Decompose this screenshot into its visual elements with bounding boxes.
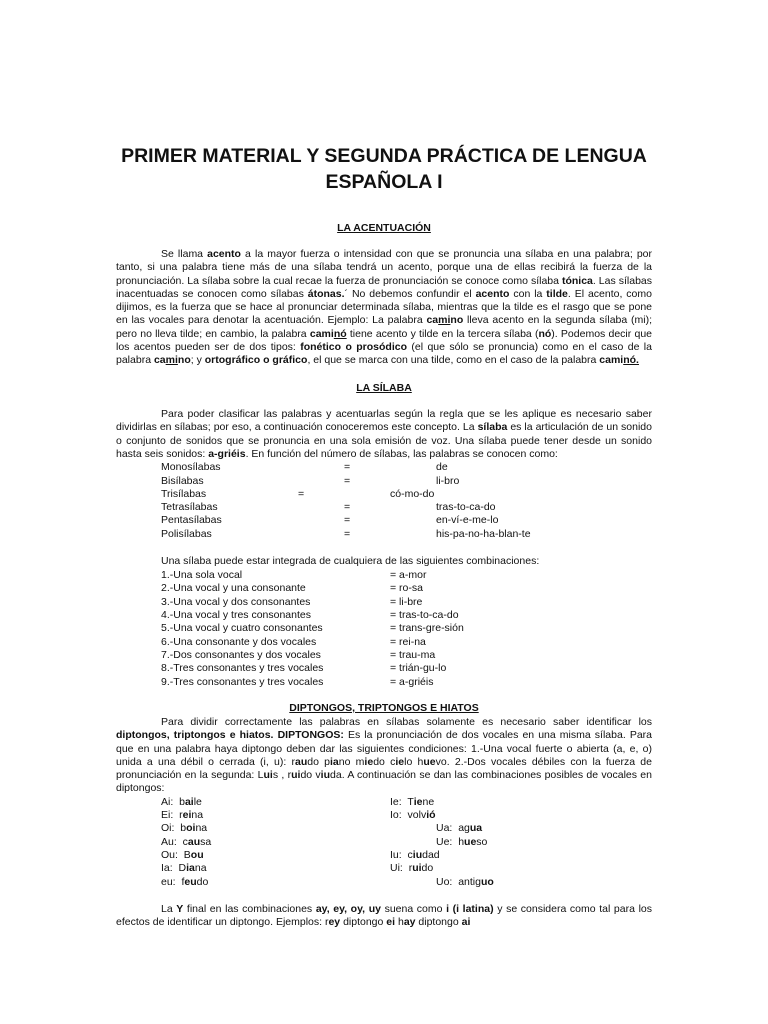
diphthong-example: Oi: boina xyxy=(161,822,208,834)
combination-example: = a-griéis xyxy=(390,676,434,688)
syllable-type-example: có-mo-do xyxy=(390,488,435,500)
paragraph-y-final: La Y final en las combinaciones ay, ey, oy, uy suena como i (i latina) y se considera como tal para los efectos de identificar un diptongo. Ejemplos: rey diptongo ei hay diptongo ai xyxy=(116,903,652,929)
paragraph-diptongos: Para dividir correctamente las palabras en sílabas solamente es necesario saber identificar los diptongos, triptongos e hiatos. DIPTONGOS: Es la pronunciación de dos vocales en una misma sílaba. Para que en una palabra haya diptongo deben dar las siguientes condiciones: 1.-Una vocal fuerte o abierta (a, e, o) unida a una débil o cerrada (i, u): raudo piano miedo cielo huevo. 2.-Dos vocales débiles con la fuerza de pronunciación en la segunda: Luis , ruido viuda. A continuación se dan las combinaciones posibles de vocales en diptongos: xyxy=(116,716,652,795)
diphthong-example: Ie: Tiene xyxy=(390,796,435,808)
combination-example: = a-mor xyxy=(390,569,427,581)
combination-example: = tras-to-ca-do xyxy=(390,609,459,621)
syllable-type-equals: = xyxy=(344,514,351,526)
diphthong-example: Ui: ruido xyxy=(390,862,434,874)
combination-label: 8.-Tres consonantes y tres vocales xyxy=(161,662,324,674)
diphthong-example: Ua: agua xyxy=(436,822,483,834)
combination-example: = li-bre xyxy=(390,596,423,608)
syllable-type-example: his-pa-no-ha-blan-te xyxy=(436,528,531,540)
combination-label: 3.-Una vocal y dos consonantes xyxy=(161,596,311,608)
syllable-type-example: li-bro xyxy=(436,475,460,487)
combination-label: 9.-Tres consonantes y tres vocales xyxy=(161,676,324,688)
section-heading-silaba: LA SÍLABA xyxy=(356,382,412,394)
syllable-type-example: en-ví-e-me-lo xyxy=(436,514,499,526)
combination-example: = trans-gre-sión xyxy=(390,622,464,634)
syllable-type-label: Monosílabas xyxy=(161,461,221,473)
document-title: PRIMER MATERIAL Y SEGUNDA PRÁCTICA DE LENGUA ESPAÑOLA I xyxy=(121,145,647,193)
section-heading-acentuacion: LA ACENTUACIÓN xyxy=(337,222,431,234)
syllable-type-label: Pentasílabas xyxy=(161,514,222,526)
combination-label: 1.-Una sola vocal xyxy=(161,569,243,581)
syllable-type-label: Trisílabas xyxy=(161,488,207,500)
paragraph-acentuacion: Se llama acento a la mayor fuerza o intensidad con que se pronuncia una sílaba en una palabra; por tanto, si una palabra tiene más de una sílaba tendrá un acento, porque una de ellas recibirá la fuerza de la pronunciación. La sílaba sobre la cual recae la fuerza de pronunciación se conoce como sílaba tónica. Las sílabas inacentuadas se conocen como sílabas átonas.´ No debemos confundir el acento con la tilde. El acento, como dijimos, es la fuerza que se hace al pronunciar determinada sílaba, mientras que la tilde es el rasgo que se pone en las vocales para denotar la acentuación. Ejemplo: La palabra camino lleva acento en la segunda sílaba (mi); pero no lleva tilde; en cambio, la palabra caminó tiene acento y tilde en la tercera sílaba (nó). Podemos decir que los acentos pueden ser de dos tipos: fonético o prosódico (el que sólo se pronuncia) como en el caso de la palabra camino; y ortográfico o gráfico, el que se marca con una tilde, como en el caso de la palabra caminó. xyxy=(116,248,653,367)
diphthong-example: Au: causa xyxy=(161,836,212,848)
combination-example: = trau-ma xyxy=(390,649,436,661)
syllable-type-label: Bisílabas xyxy=(161,475,204,487)
syllable-type-example: tras-to-ca-do xyxy=(436,501,496,513)
combination-example: = ro-sa xyxy=(390,582,423,594)
syllable-type-equals: = xyxy=(344,501,351,513)
syllable-type-equals: = xyxy=(344,475,351,487)
syllable-type-equals: = xyxy=(298,488,305,500)
diphthong-example: Ue: hueso xyxy=(436,836,488,848)
section-heading-diptongos: DIPTONGOS, TRIPTONGOS E HIATOS xyxy=(289,702,479,714)
paragraph-silaba: Para poder clasificar las palabras y acentuarlas según la regla que se les aplique es necesario saber dividirlas en sílabas; por eso, a continuación conoceremos este concepto. La sílaba es la articulación de un sonido o conjunto de sonidos que se pronuncia en una sola emisión de voz. Una sílaba puede tener desde un sonido hasta seis sonidos: a-griéis. En función del número de sílabas, las palabras se conocen como: xyxy=(116,408,652,460)
combination-label: 7.-Dos consonantes y dos vocales xyxy=(161,649,321,661)
syllable-type-equals: = xyxy=(344,528,351,540)
diphthong-example: Ou: Bou xyxy=(161,849,204,861)
diphthong-example: eu: feudo xyxy=(161,876,209,888)
diphthong-example: Io: volvió xyxy=(390,809,436,821)
syllable-type-label: Polisílabas xyxy=(161,528,212,540)
combination-label: 5.-Una vocal y cuatro consonantes xyxy=(161,622,323,634)
combination-label: 4.-Una vocal y tres consonantes xyxy=(161,609,311,621)
diphthong-example: Iu: ciudad xyxy=(390,849,440,861)
combinations-intro: Una sílaba puede estar integrada de cualquiera de las siguientes combinaciones: xyxy=(161,555,540,567)
diphthong-example: Uo: antiguo xyxy=(436,876,494,888)
diphthong-example: Ai: baile xyxy=(161,796,202,808)
syllable-type-example: de xyxy=(436,461,448,473)
diphthong-example: Ei: reina xyxy=(161,809,204,821)
combination-label: 2.-Una vocal y una consonante xyxy=(161,582,306,594)
combination-label: 6.-Una consonante y dos vocales xyxy=(161,636,317,648)
combination-example: = rei-na xyxy=(390,636,426,648)
combination-example: = trián-gu-lo xyxy=(390,662,447,674)
syllable-type-equals: = xyxy=(344,461,351,473)
syllable-type-label: Tetrasílabas xyxy=(161,501,218,513)
diphthong-example: Ia: Diana xyxy=(161,862,207,874)
